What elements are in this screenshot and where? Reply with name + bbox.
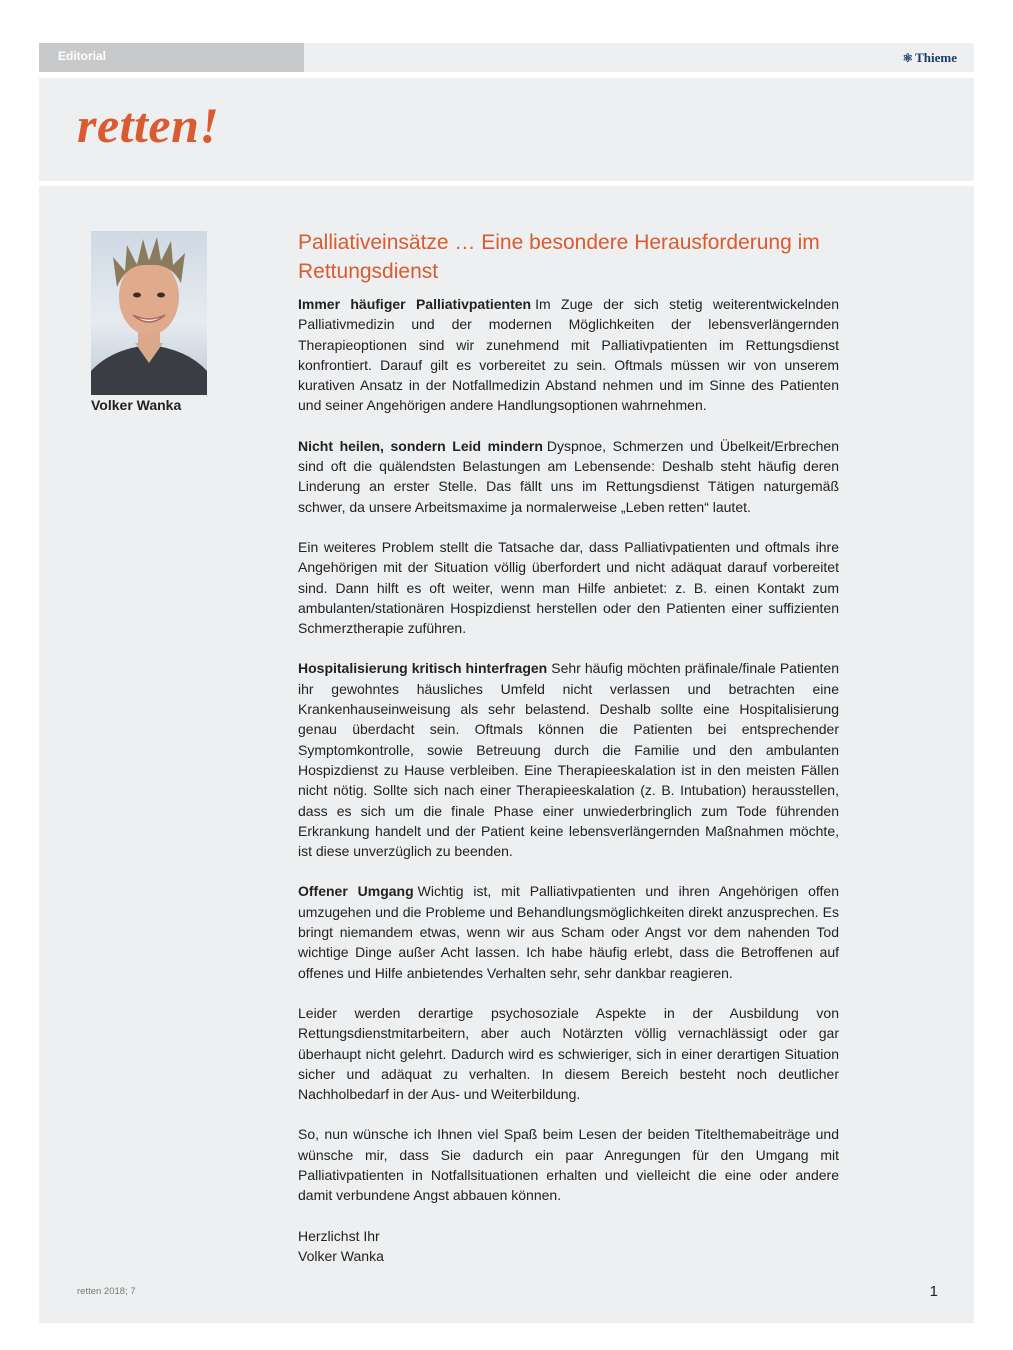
signoff-greeting: Herzlichst Ihr — [298, 1227, 380, 1244]
paragraph — [298, 1003, 839, 1104]
paragraph-heading: Immer häufiger Palliativpatienten — [298, 296, 532, 312]
paragraph — [298, 537, 839, 638]
paragraph-heading: Offener Umgang — [298, 883, 414, 900]
author-name: Volker Wanka — [91, 397, 182, 413]
author-portrait-illustration — [91, 231, 207, 395]
paragraph — [298, 294, 839, 416]
author-photo — [91, 231, 207, 395]
paragraph-text: Leider werden derartige psychosoziale Aspekte in der Ausbildung von Rettungsdienstmitarbeitern, aber auch Notärzten völlig vernachlässigt oder gar überhaupt nicht gelehrt. Dadurch wird es schwieriger, sich in einer derartigen Situation sicher und adäquat zu verhalten. In diesem Bereich besteht noch deutlicher Nachholbedarf in der Aus- und Weiterbildung. — [298, 1004, 839, 1103]
signoff-name: Volker Wanka — [298, 1247, 384, 1264]
publisher-logo — [902, 43, 957, 72]
paragraph-text: Wichtig ist, mit Palliativpatienten und ihren Angehörigen offen umzugehen und die Probleme und Behandlungsmöglichkeiten direkt anzusprechen. Es bringt niemandem etwas, wenn wir aus Scham oder Angst vor dem nahenden Tod wichtige Dinge außer Acht lassen. Ich habe häufig erlebt, dass die Betroffenen auf offenes und Hilfe anbietendes Verhalten sehr, sehr dankbar reagieren. — [298, 883, 839, 981]
article-title: Palliativeinsätze … Eine besondere Herausforderung im Rettungsdienst — [298, 231, 820, 283]
paragraph-text: So, nun wünsche ich Ihnen viel Spaß beim Lesen der beiden Titelthemabeiträge und wünsche mir, dass Sie dadurch ein paar Anregungen für den Umgang mit Palliativpatienten in Notfallsituationen erhalten und vielleicht die eine oder andere damit verbundene Angst abbauen können. — [298, 1126, 839, 1204]
publisher-name: Thieme — [915, 50, 957, 65]
thieme-emblem-icon: ⚛ — [902, 51, 914, 65]
section-label: Editorial — [39, 43, 304, 72]
page-number: 1 — [929, 1283, 938, 1300]
paragraph-text: Ein weiteres Problem stellt die Tatsache dar, dass Palliativpatienten und oftmals ihre Angehörigen mit der Situation völlig überfordert und nicht adäquat darauf vorbereitet sind. Dann hilft es oft weiter, wenn man Hilfe anbietet: z. B. einen Kontakt zum ambulanten/stationären Hospizdienst herstellen oder den Patienten einer suffizienten Schmerztherapie zuführen. — [298, 538, 839, 637]
paragraph-heading: Hospitalisierung kritisch hinterfragen — [298, 660, 548, 677]
magazine-title: retten! — [77, 97, 220, 153]
paragraph — [298, 1124, 839, 1205]
paragraph — [298, 881, 839, 982]
article — [298, 228, 839, 1266]
magazine-banner — [39, 78, 974, 181]
paragraph — [298, 436, 839, 517]
paragraph-heading: Nicht heilen, sondern Leid mindern — [298, 437, 543, 454]
paragraph-text: Dyspnoe, Schmerzen und Übelkeit/Erbrechen sind oft die quälendsten Belastungen am Lebensende: Deshalb steht häufig deren Linderung an erster Stelle. Das fällt uns im Rettungsdienst Tätigen naturgemäß schwer, da unsere Arbeitsmaxime ja normalerweise „Leben retten“ lautet. — [298, 437, 839, 515]
paragraph-text: Im Zuge der sich stetig weiterentwickelnden Palliativmedizin und der modernen Möglichkeiten der lebensverlängernden Therapieoptionen sind wir zunehmend mit Palliativpatienten im Rettungsdienst konfrontiert. Darauf gilt es vorbereitet zu sein. Oftmals müssen wir von unserem kurativen Ansatz in der Notfallmedizin Abstand nehmen und im Sinne des Patienten und seiner Angehörigen andere Handlungsoptionen wahrnehmen. — [298, 296, 840, 414]
editorial-content — [39, 186, 974, 1323]
paragraph-text: Sehr häufig möchten präfinale/finale Patienten ihr gewohntes häusliches Umfeld nicht verlassen und betrachten eine Krankenhauseinweisung als sehr belastend. Deshalb sollte eine Hospitalisierung genau überdacht sein. Oftmals können die Patienten bei entsprechender Symptomkontrolle, sowie Betreuung durch die Familie und den ambulanten Hospizdienst zu Hause verbleiben. Eine Therapieeskalation ist in den meisten Fällen nicht nötig. Sollte sich nach einer Therapieeskalation (z. B. Intubation) herausstellen, dass es sich um die finale Phase einer unwiederbringlich zum Tode führenden Erkrankung handelt und der Patient keine lebensverlängernden Maßnahmen möchte, ist diese unverzüglich zu beenden. — [298, 660, 839, 860]
journal-reference: retten 2018; 7 — [77, 1286, 136, 1297]
paragraph — [298, 658, 839, 861]
top-bar — [39, 43, 974, 72]
